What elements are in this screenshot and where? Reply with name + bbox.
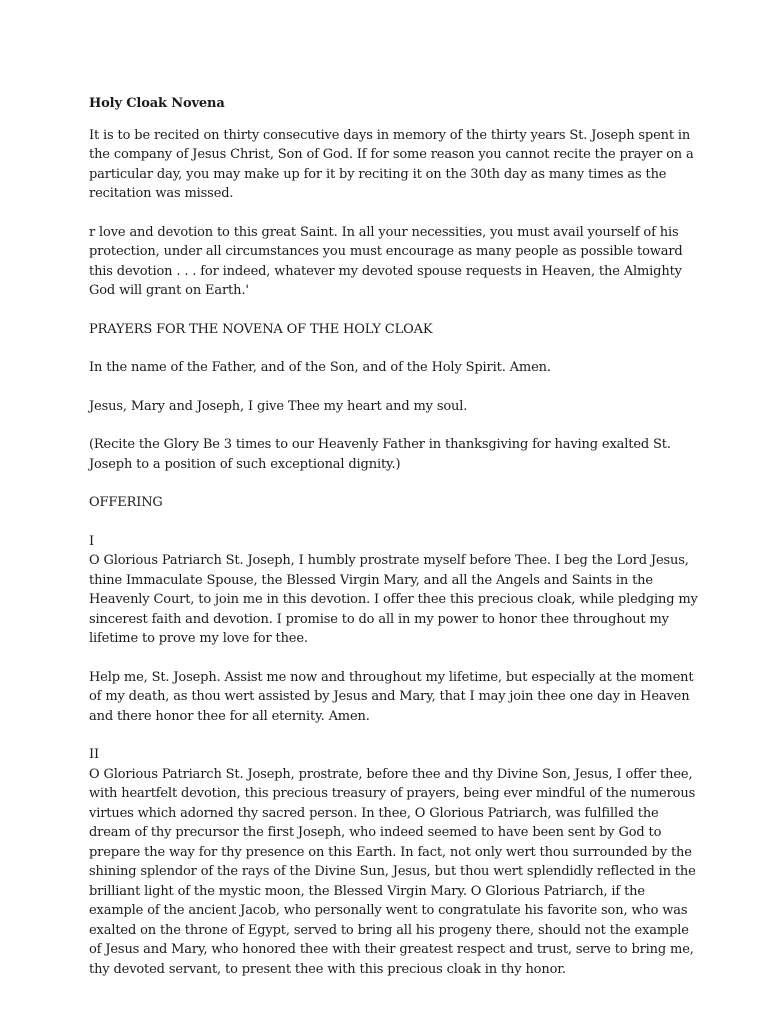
jmj-paragraph: Jesus, Mary and Joseph, I give Thee my heart and my soul. bbox=[89, 398, 468, 414]
section-1-text: O Glorious Patriarch St. Joseph, I humbly prostrate myself before Thee. I beg the Lord Jesus, thine Immaculate Spouse, the Blessed Virgin Mary, and all the Angels and Saints in the Heavenly Court, to join me in this devotion. I offer thee this precious cloak, while pledging my sincerest faith and devotion. I promise to do all in my power to honor thee throughout my lifetime to prove my love for thee. bbox=[89, 553, 698, 646]
offering-heading: OFFERING bbox=[89, 495, 163, 510]
section-2-numeral: II bbox=[89, 747, 99, 762]
sign-of-cross-paragraph: In the name of the Father, and of the Son, and of the Holy Spirit. Amen. bbox=[89, 360, 551, 375]
section-2 bbox=[89, 745, 699, 979]
prayers-heading: PRAYERS FOR THE NOVENA OF THE HOLY CLOAK bbox=[89, 321, 433, 337]
section-1-numeral: I bbox=[89, 533, 94, 549]
section-1 bbox=[89, 532, 699, 649]
document-title: Holy Cloak Novena bbox=[89, 96, 225, 111]
document-page bbox=[89, 94, 699, 998]
intro-paragraph: It is to be recited on thirty consecutive days in memory of the thirty years St. Joseph spent in the company of Jesus Christ, Son of God. If for some reason you cannot recite the prayer on a particular day, you may make up for it by reciting it on the 30th day as many times as the recitation was missed. bbox=[89, 127, 694, 201]
quote-paragraph: r love and devotion to this great Saint. In all your necessities, you must avail yourself of his protection, under all circumstances you must encourage as many people as possible toward this devotion . . . for indeed, whatever my devoted spouse requests in Heaven, the Almighty God will grant on Earth.' bbox=[89, 224, 683, 298]
instruction-paragraph: (Recite the Glory Be 3 times to our Heavenly Father in thanksgiving for having exalted St. Joseph to a position of such exceptional dignity.) bbox=[89, 437, 671, 472]
section-1-help-paragraph: Help me, St. Joseph. Assist me now and throughout my lifetime, but especially at the moment of my death, as thou wert assisted by Jesus and Mary, that I may join thee one day in Heaven and there honor thee for all eternity. Amen. bbox=[89, 669, 694, 724]
section-2-text: O Glorious Patriarch St. Joseph, prostrate, before thee and thy Divine Son, Jesus, I offer thee, with heartfelt devotion, this precious treasury of prayers, being ever mindful of the numerous virtues which adorned thy sacred person. In thee, O Glorious Patriarch, was fulfilled the dream of thy precursor the first Joseph, who indeed seemed to have been sent by God to prepare the way for thy presence on this Earth. In fact, not only wert thou surrounded by the shining splendor of the rays of the Divine Sun, Jesus, but thou wert splendidly reflected in the brilliant light of the mystic moon, the Blessed Virgin Mary. O Glorious Patriarch, if the example of the ancient Jacob, who personally went to congratulate his favorite son, who was exalted on the throne of Egypt, served to bring all his progeny there, should not the example of Jesus and Mary, who honored thee with their greatest respect and trust, serve to bring me, thy devoted servant, to present thee with this precious cloak in thy honor. bbox=[89, 766, 696, 977]
